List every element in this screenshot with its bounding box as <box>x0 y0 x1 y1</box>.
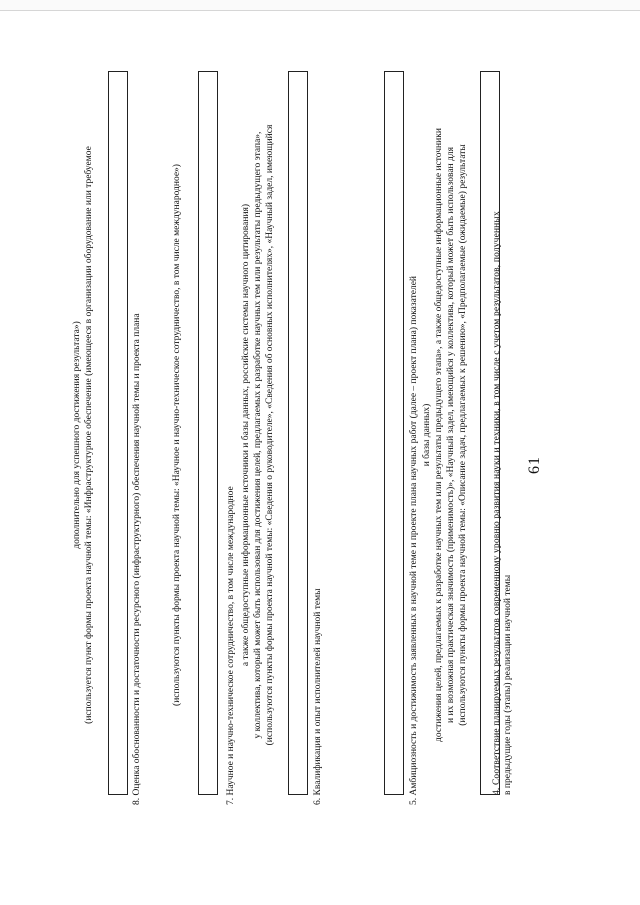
section-8-note-line-1: (используется пункт формы проекта научной темы: «Инфраструктурное обеспечение (имеющееся в организации оборудование или требуемое <box>84 146 94 724</box>
section-5-answer-box[interactable] <box>384 71 404 795</box>
section-4-note-line-2: и их возможная практическая значимость (применимость)», «Научный задел, имеющийся у коллектива, который может быть использован для <box>446 147 456 723</box>
section-5-title: 5. Амбициозность и достижимость заявленных в научной теме и проекте плана научных работ (далее – проект плана) показателей <box>409 275 419 805</box>
section-6-answer-box[interactable] <box>288 71 308 795</box>
page-number: 61 <box>526 456 543 474</box>
section-7-note-line-1: (используются пункты формы проекта научной темы: «Научное и научно-техническое сотрудничество, в том числе международное») <box>172 164 182 706</box>
section-4-answer-box[interactable] <box>480 71 500 795</box>
section-7-answer-box[interactable] <box>198 71 218 795</box>
section-6-title: 6. Квалификация и опыт исполнителей научной темы <box>313 588 323 805</box>
section-8-note-line-2: дополнительно для успешного достижения результата») <box>72 321 82 549</box>
section-4-note-line-4: и базы данных) <box>422 403 432 467</box>
section-4-note-line-3: достижения целей, предлагаемых к разработке научных тем или результаты предыдущего этапа», а также общедоступные информационные источники <box>434 128 444 742</box>
section-6-note-line-2: у коллектива, который может быть использован для достижения целей, предлагаемых к разработке научных тем или результаты предыдущего этапа», <box>253 131 263 739</box>
section-6-note-line-3: а также общедоступные информационные источники и базы данных, российские системы научного цитирования) <box>241 203 251 667</box>
section-8-title: 8. Оценка обоснованности и достаточности ресурсного (инфраструктурного) обеспечения научной темы и проекта плана <box>132 313 142 805</box>
section-6-note-line-1: (используются пункты формы проекта научной темы: «Сведения о руководителе», «Сведения об основных исполнителях», «Научный задел, имеющийся <box>265 124 275 746</box>
section-8-answer-box[interactable] <box>108 71 128 795</box>
section-4-title-line-2: в предыдущие годы (этапы) реализации научной темы <box>503 574 513 795</box>
section-4-title-line-1: 4. Соответствие планируемых результатов современному уровню развития науки и техники, в том числе с учетом результатов, полученных <box>492 211 502 795</box>
section-7-title: 7. Научное и научно-техническое сотрудничество, в том числе международное <box>226 486 236 805</box>
section-4-note-line-1: (используются пункты формы проекта научной темы: «Описание задач, предлагаемых к решению», «Предполагаемые (ожидаемые) результаты <box>458 144 468 726</box>
